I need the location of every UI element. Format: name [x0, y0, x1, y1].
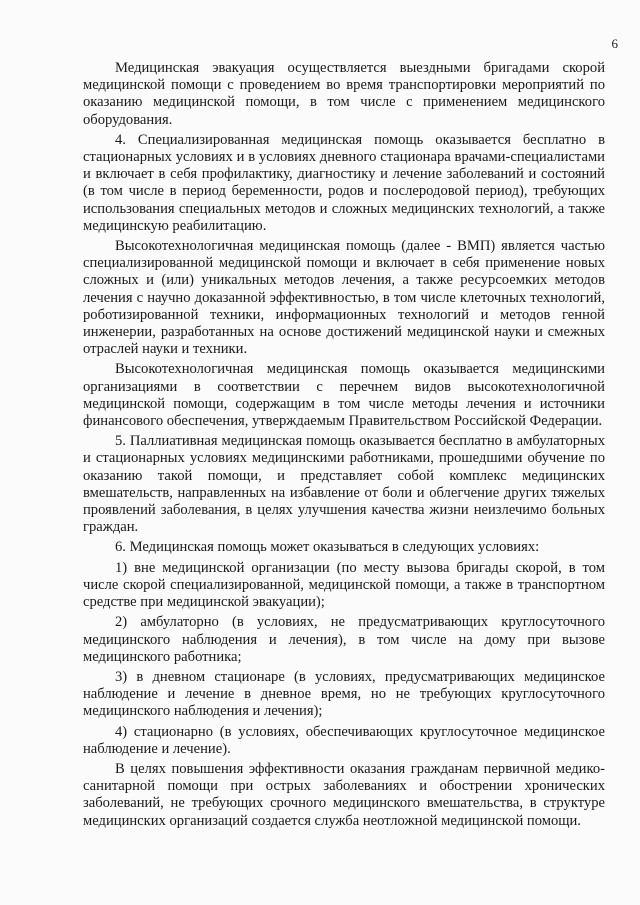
list-item-outpatient: 2) амбулаторно (в условиях, не предусматривающих круглосуточного медицинского наблюдения и лечения), в том числе на дому при вызове медицинского работника; — [83, 614, 605, 665]
paragraph-high-tech-care-definition: Высокотехнологичная медицинская помощь (далее - ВМП) является частью специализированной медицинской помощи и включает в себя применение новых сложных и (или) уникальных методов лечения, а также ресурсоемких методов лечения с научно доказанной эффективностью, в том числе клеточных технологий, роботизированной техники, информационных технологий и методов генной инженерии, разработанных на основе достижений медицинской науки и смежных отраслей науки и техники. — [83, 238, 605, 358]
page-number: 6 — [611, 36, 618, 51]
paragraph-emergency-service: В целях повышения эффективности оказания гражданам первичной медико-санитарной помощи при острых заболеваниях и обострении хронических заболеваний, не требующих срочного медицинского вмешательства, в структуре медицинских организаций создается служба неотложной медицинской помощи. — [83, 760, 605, 829]
paragraph-care-conditions-intro: 6. Медицинская помощь может оказываться в следующих условиях: — [115, 539, 540, 556]
document-body — [83, 60, 605, 830]
paragraph-medical-evacuation: Медицинская эвакуация осуществляется выездными бригадами скорой медицинской помощи с проведением во время транспортировки мероприятий по оказанию медицинской помощи, в том числе с применением медицинского оборудования. — [83, 60, 605, 128]
paragraph-palliative-care: 5. Паллиативная медицинская помощь оказывается бесплатно в амбулаторных и стационарных условиях медицинскими работниками, прошедшими обучение по оказанию такой помощи, и представляет собой комплекс медицинских вмешательств, направленных на избавление от боли и облегчение других тяжелых проявлений заболевания, в целях улучшения качества жизни неизлечимо больных граждан. — [83, 433, 605, 536]
list-item-inpatient: 4) стационарно (в условиях, обеспечивающих круглосуточное медицинское наблюдение и лечение). — [83, 723, 605, 757]
list-item-day-hospital: 3) в дневном стационаре (в условиях, предусматривающих медицинское наблюдение и лечение в дневное время, но не требующих круглосуточного медицинского наблюдения и лечения); — [83, 668, 605, 720]
list-item-outside-organization: 1) вне медицинской организации (по месту вызова бригады скорой, в том числе скорой специализированной, медицинской помощи, а также в транспортном средстве при медицинской эвакуации); — [83, 559, 605, 611]
paragraph-high-tech-care-providers: Высокотехнологичная медицинская помощь оказывается медицинскими организациями в соответствии с перечнем видов высокотехнологичной медицинской помощи, содержащим в том числе методы лечения и источники финансового обеспечения, утверждаемым Правительством Российской Федерации. — [83, 361, 605, 430]
paragraph-specialized-care: 4. Специализированная медицинская помощь оказывается бесплатно в стационарных условиях и в условиях дневного стационара врачами-специалистами и включает в себя профилактику, диагностику и лечение заболеваний и состояний (в том числе в период беременности, родов и послеродовой период), требующих использования специальных методов и сложных медицинских технологий, а также медицинскую реабилитацию. — [83, 131, 605, 234]
